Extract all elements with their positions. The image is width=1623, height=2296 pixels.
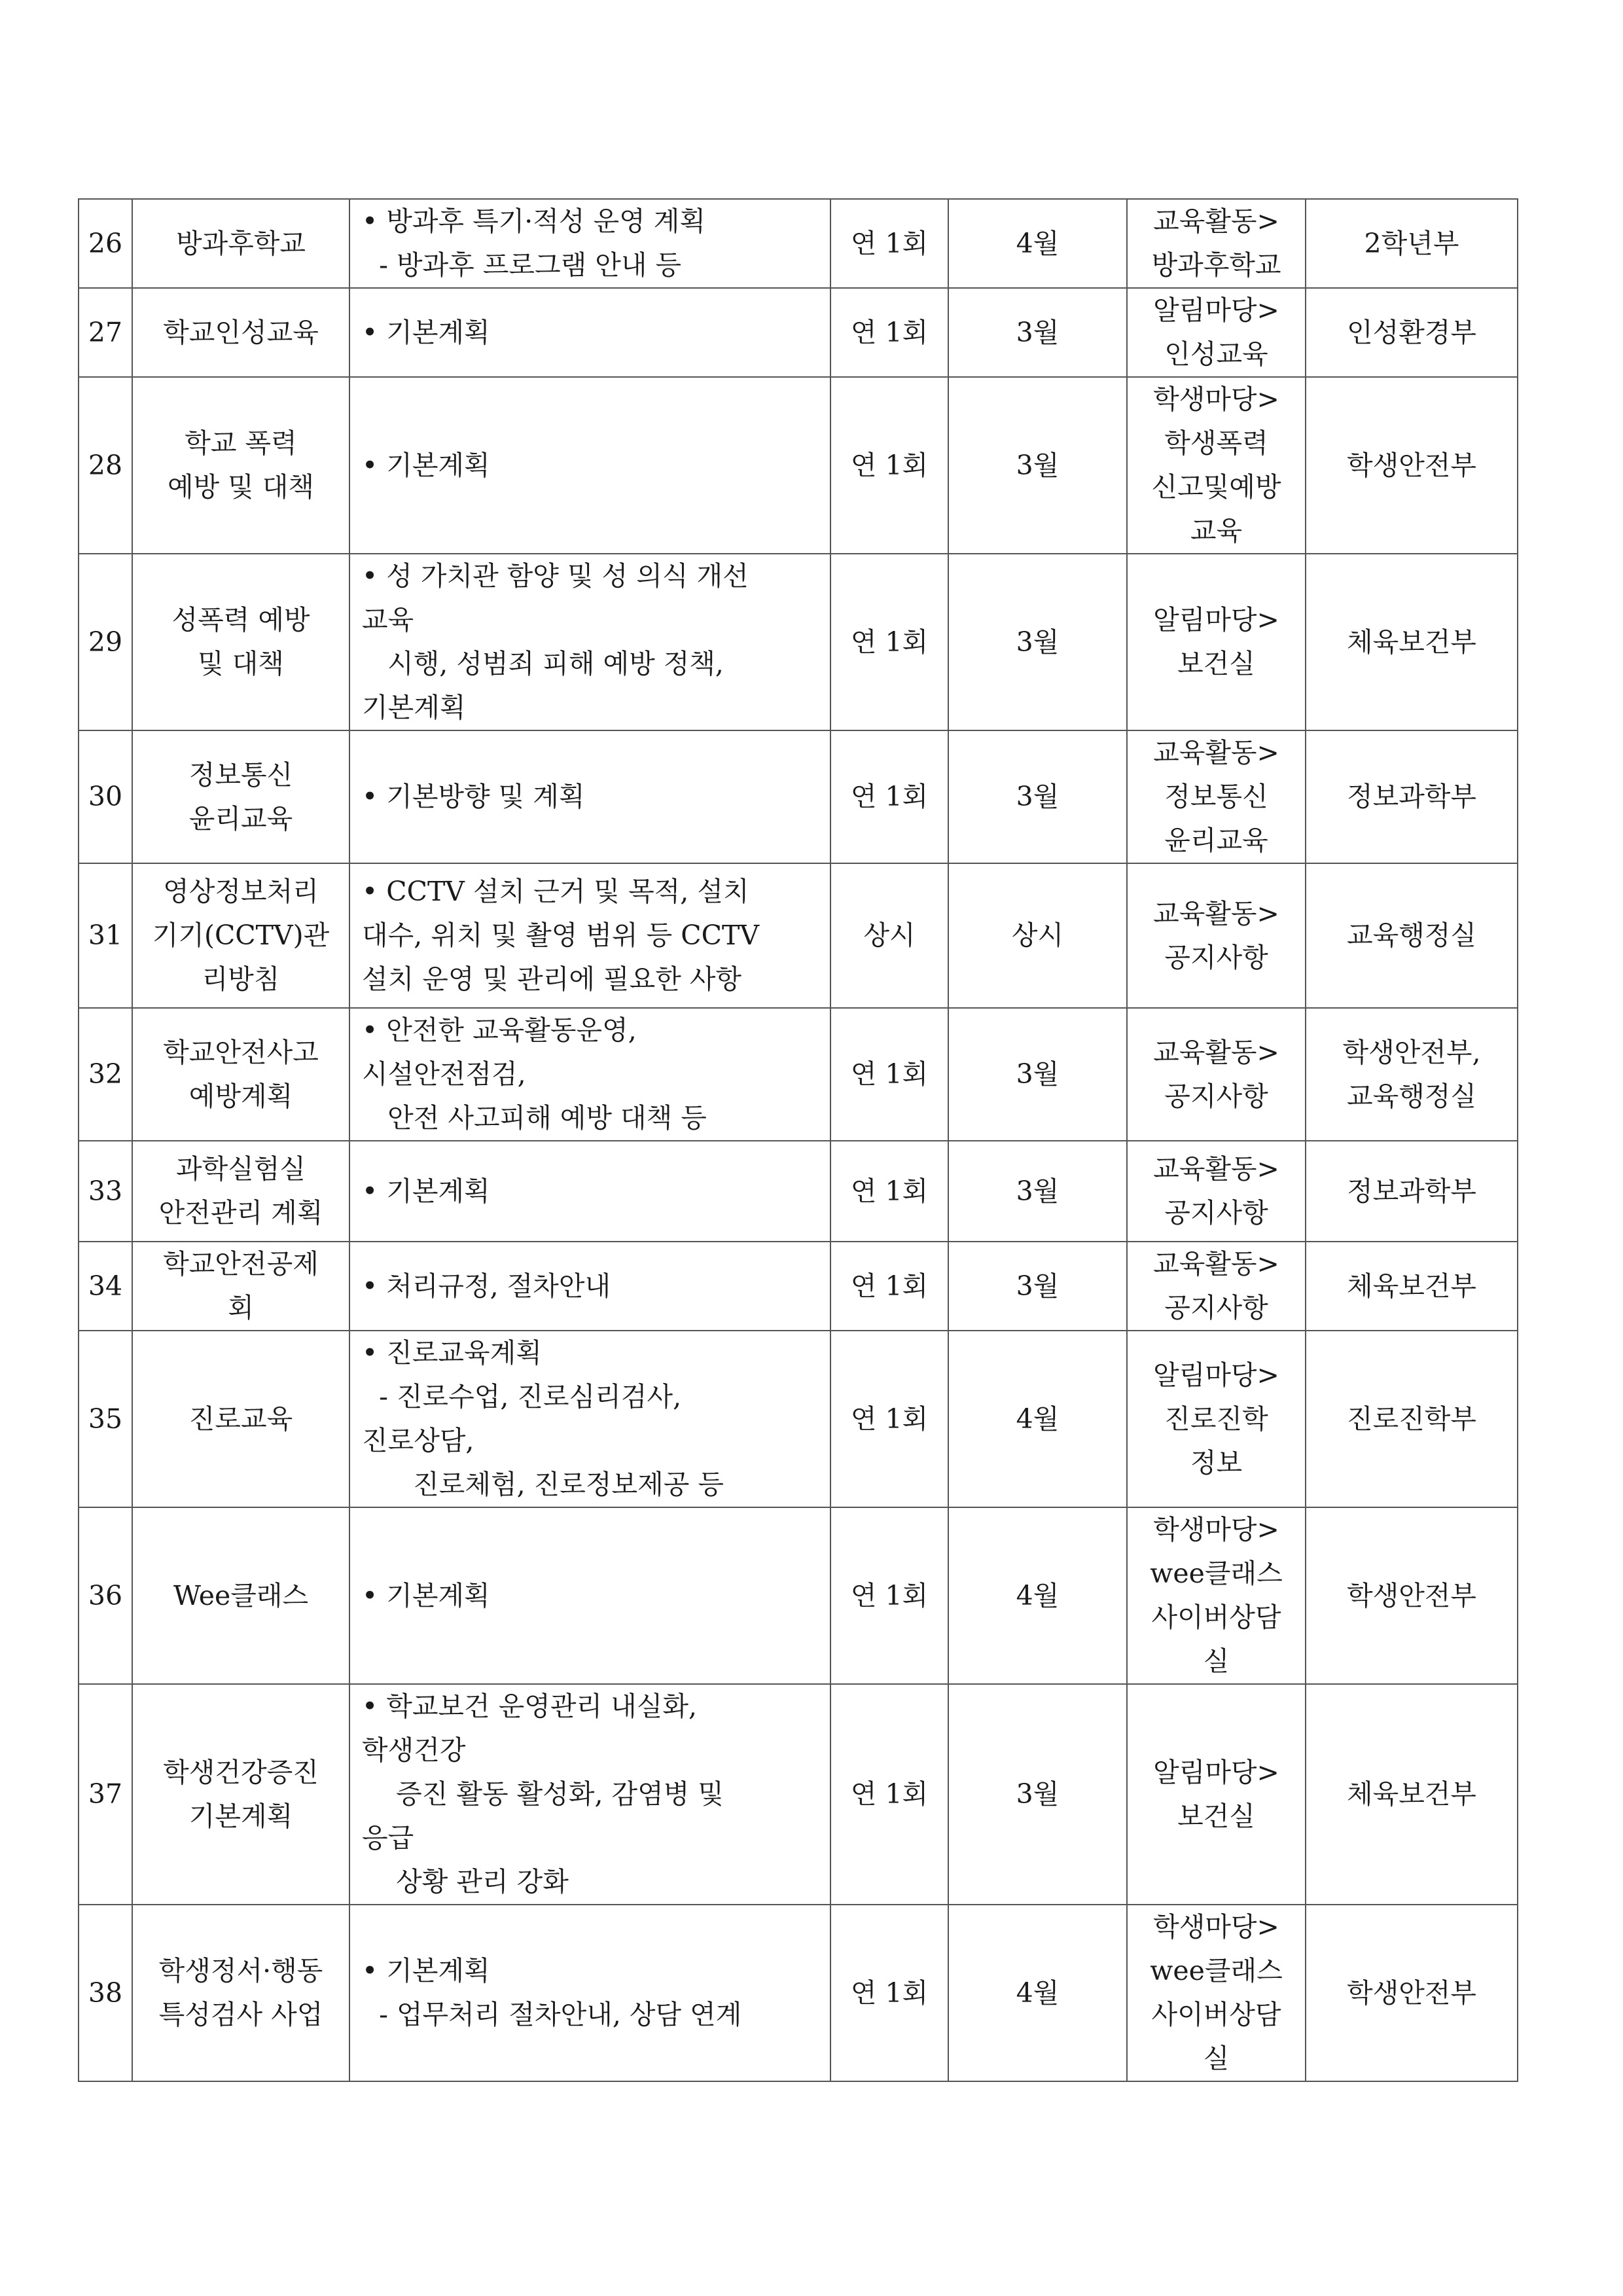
item-line: 학교안전공제	[163, 1248, 319, 1280]
cycle-text: 연 1회	[850, 1270, 929, 1302]
month-cell	[948, 1242, 1127, 1331]
location-line: 보건실	[1177, 1800, 1255, 1832]
content-line: • 진로교육계획	[362, 1337, 542, 1369]
location-line: 학생마당>	[1153, 1514, 1279, 1545]
content-cell	[349, 288, 830, 377]
no-text: 27	[88, 316, 123, 348]
table-row	[79, 1141, 1518, 1242]
month-text: 3월	[1016, 1175, 1060, 1207]
no-text: 26	[88, 227, 123, 259]
content-line: • 처리규정, 절차안내	[362, 1270, 611, 1302]
content-cell	[349, 1331, 830, 1507]
content-line: 응급	[362, 1822, 414, 1854]
month-text: 4월	[1016, 1403, 1060, 1435]
location-line: 사이버상담	[1151, 1602, 1281, 1633]
content-line: • 기본계획	[362, 449, 490, 481]
table-row	[79, 863, 1518, 1008]
item-line: 안전관리 계획	[158, 1197, 323, 1229]
month-cell	[948, 554, 1127, 730]
content-cell	[349, 199, 830, 288]
location-line: 알림마당>	[1153, 295, 1279, 326]
month-text: 3월	[1016, 316, 1060, 348]
month-cell	[948, 1141, 1127, 1242]
month-text: 3월	[1016, 781, 1060, 812]
location-line: 실	[1203, 1645, 1230, 1677]
content-line: 교육	[362, 604, 414, 636]
location-line: 교육활동>	[1153, 737, 1279, 768]
row-number-cell	[79, 1331, 132, 1507]
no-text: 32	[88, 1058, 123, 1090]
location-cell	[1127, 1507, 1306, 1684]
content-line: • 학교보건 운영관리 내실화,	[362, 1691, 697, 1722]
item-cell	[132, 377, 349, 554]
month-text: 3월	[1016, 1058, 1060, 1090]
dept-line: 학생안전부,	[1342, 1036, 1481, 1068]
table-row	[79, 554, 1518, 730]
content-line: • 기본방향 및 계획	[362, 781, 585, 812]
month-cell	[948, 1008, 1127, 1141]
content-line: • 안전한 교육활동운영,	[362, 1014, 637, 1046]
department-cell	[1306, 1905, 1518, 2081]
content-line: 증진 활동 활성화, 감염병 및	[362, 1778, 724, 1810]
location-line: 학생마당>	[1153, 1911, 1279, 1943]
department-cell	[1306, 1684, 1518, 1905]
department-cell	[1306, 199, 1518, 288]
month-text: 상시	[1011, 920, 1064, 951]
content-line: 기본계획	[362, 692, 466, 723]
location-line: 정보통신	[1164, 781, 1268, 812]
table-row	[79, 1684, 1518, 1905]
row-number-cell	[79, 730, 132, 863]
cycle-cell	[830, 1905, 948, 2081]
cycle-text: 연 1회	[850, 781, 929, 812]
content-line: 진로상담,	[362, 1425, 474, 1456]
cycle-text: 연 1회	[850, 1175, 929, 1207]
dept-line: 학생안전부	[1346, 1977, 1477, 2009]
content-line: 시설안전점검,	[362, 1058, 526, 1090]
month-cell	[948, 288, 1127, 377]
month-cell	[948, 863, 1127, 1008]
content-line: 시행, 성범죄 피해 예방 정책,	[362, 648, 724, 679]
item-line: 학생정서·행동	[158, 1955, 323, 1986]
location-line: 학생마당>	[1153, 384, 1279, 415]
content-line: 안전 사고피해 예방 대책 등	[362, 1102, 707, 1134]
location-cell	[1127, 1008, 1306, 1141]
content-line: 상황 관리 강화	[362, 1866, 569, 1897]
month-cell	[948, 730, 1127, 863]
content-line: - 업무처리 절차안내, 상담 연계	[362, 1999, 742, 2030]
content-cell	[349, 1242, 830, 1331]
no-text: 31	[88, 920, 123, 951]
cycle-cell	[830, 863, 948, 1008]
dept-line: 교육행정실	[1346, 1080, 1477, 1112]
item-line: 및 대책	[198, 648, 284, 679]
cycle-text: 연 1회	[850, 1403, 929, 1435]
month-cell	[948, 1331, 1127, 1507]
month-cell	[948, 1905, 1127, 2081]
department-cell	[1306, 288, 1518, 377]
month-text: 4월	[1016, 1579, 1060, 1611]
department-cell	[1306, 1507, 1518, 1684]
dept-line: 학생안전부	[1346, 449, 1477, 481]
cycle-cell	[830, 1141, 948, 1242]
location-line: 신고및예방	[1151, 471, 1281, 503]
cycle-text: 연 1회	[850, 449, 929, 481]
cycle-text: 연 1회	[850, 1778, 929, 1810]
dept-line: 체육보건부	[1346, 1778, 1477, 1810]
cycle-cell	[830, 199, 948, 288]
month-cell	[948, 1507, 1127, 1684]
location-line: 실	[1203, 2043, 1230, 2074]
location-cell	[1127, 377, 1306, 554]
department-cell	[1306, 1008, 1518, 1141]
content-line: • 기본계획	[362, 1955, 490, 1986]
content-line: 설치 운영 및 관리에 필요한 사항	[362, 963, 742, 995]
month-text: 3월	[1016, 449, 1060, 481]
location-line: 교육	[1190, 515, 1243, 547]
no-text: 37	[88, 1778, 123, 1810]
item-cell	[132, 1242, 349, 1331]
department-cell	[1306, 863, 1518, 1008]
location-cell	[1127, 554, 1306, 730]
row-number-cell	[79, 288, 132, 377]
item-line: 학생건강증진	[163, 1756, 319, 1788]
location-line: 알림마당>	[1153, 1359, 1279, 1391]
dept-line: 진로진학부	[1346, 1403, 1477, 1435]
month-text: 3월	[1016, 1778, 1060, 1810]
item-line: 윤리교육	[188, 802, 293, 834]
row-number-cell	[79, 863, 132, 1008]
cycle-cell	[830, 1507, 948, 1684]
disclosure-table	[78, 198, 1518, 2082]
table-row	[79, 730, 1518, 863]
item-line: 영상정보처리	[163, 876, 319, 907]
month-cell	[948, 377, 1127, 554]
location-line: 보건실	[1177, 648, 1255, 679]
content-line: • CCTV 설치 근거 및 목적, 설치	[362, 876, 749, 907]
content-cell	[349, 377, 830, 554]
cycle-text: 연 1회	[850, 1058, 929, 1090]
dept-line: 교육행정실	[1346, 920, 1477, 951]
content-cell	[349, 730, 830, 863]
month-text: 3월	[1016, 626, 1060, 658]
department-cell	[1306, 554, 1518, 730]
dept-line: 체육보건부	[1346, 626, 1477, 658]
table-row	[79, 377, 1518, 554]
content-cell	[349, 1141, 830, 1242]
dept-line: 2학년부	[1364, 227, 1459, 259]
location-cell	[1127, 1331, 1306, 1507]
table-row	[79, 1242, 1518, 1331]
item-cell	[132, 199, 349, 288]
cycle-text: 연 1회	[850, 1579, 929, 1611]
location-line: 인성교육	[1164, 338, 1268, 370]
cycle-text: 상시	[863, 920, 916, 951]
no-text: 29	[88, 626, 123, 658]
month-cell	[948, 1684, 1127, 1905]
content-cell	[349, 1507, 830, 1684]
table-row	[79, 1331, 1518, 1507]
table-row	[79, 1507, 1518, 1684]
item-line: 학교안전사고	[163, 1036, 319, 1068]
row-number-cell	[79, 1008, 132, 1141]
cycle-text: 연 1회	[850, 1977, 929, 2009]
row-number-cell	[79, 554, 132, 730]
dept-line: 정보과학부	[1346, 781, 1477, 812]
no-text: 33	[88, 1175, 123, 1207]
item-cell	[132, 554, 349, 730]
row-number-cell	[79, 1507, 132, 1684]
item-cell	[132, 1008, 349, 1141]
cycle-cell	[830, 554, 948, 730]
cycle-cell	[830, 1242, 948, 1331]
content-cell	[349, 554, 830, 730]
no-text: 30	[88, 781, 123, 812]
location-line: 공지사항	[1164, 941, 1268, 973]
content-line: • 방과후 특기·적성 운영 계획	[362, 206, 706, 237]
content-line: 진로체험, 진로정보제공 등	[362, 1469, 724, 1500]
cycle-cell	[830, 377, 948, 554]
location-line: wee클래스	[1150, 1558, 1283, 1589]
item-line: 특성검사 사업	[158, 1999, 323, 2030]
location-cell	[1127, 730, 1306, 863]
item-line: 기본계획	[188, 1800, 293, 1832]
item-line: 정보통신	[188, 759, 293, 791]
content-line: - 진로수업, 진로심리검사,	[362, 1381, 682, 1412]
no-text: 38	[88, 1977, 123, 2009]
location-cell	[1127, 1141, 1306, 1242]
item-line: 성폭력 예방	[171, 604, 310, 636]
table-row	[79, 288, 1518, 377]
item-line: 학교인성교육	[163, 316, 319, 348]
item-cell	[132, 288, 349, 377]
location-line: 방과후학교	[1151, 249, 1281, 281]
item-line: 방과후학교	[175, 227, 306, 259]
cycle-cell	[830, 1008, 948, 1141]
location-line: 사이버상담	[1151, 1999, 1281, 2030]
cycle-cell	[830, 288, 948, 377]
item-line: 예방 및 대책	[167, 471, 315, 503]
content-line: 대수, 위치 및 촬영 범위 등 CCTV	[362, 920, 759, 951]
month-text: 4월	[1016, 227, 1060, 259]
no-text: 34	[88, 1270, 123, 1302]
table-row	[79, 1905, 1518, 2081]
content-cell	[349, 1905, 830, 2081]
item-cell	[132, 863, 349, 1008]
content-cell	[349, 1684, 830, 1905]
content-line: • 기본계획	[362, 316, 490, 348]
content-line: • 성 가치관 함양 및 성 의식 개선	[362, 560, 749, 592]
item-cell	[132, 1141, 349, 1242]
location-line: 알림마당>	[1153, 604, 1279, 636]
cycle-text: 연 1회	[850, 227, 929, 259]
table-row	[79, 1008, 1518, 1141]
location-cell	[1127, 199, 1306, 288]
item-line: 과학실험실	[175, 1153, 306, 1185]
row-number-cell	[79, 1684, 132, 1905]
content-line: • 기본계획	[362, 1175, 490, 1207]
location-cell	[1127, 288, 1306, 377]
location-line: 교육활동>	[1153, 206, 1279, 237]
location-line: 교육활동>	[1153, 1248, 1279, 1280]
dept-line: 체육보건부	[1346, 1270, 1477, 1302]
department-cell	[1306, 1331, 1518, 1507]
location-line: 공지사항	[1164, 1292, 1268, 1323]
dept-line: 인성환경부	[1346, 316, 1477, 348]
content-line: - 방과후 프로그램 안내 등	[362, 249, 682, 281]
item-cell	[132, 1905, 349, 2081]
row-number-cell	[79, 1242, 132, 1331]
location-line: 윤리교육	[1164, 825, 1268, 856]
no-text: 36	[88, 1579, 123, 1611]
cycle-cell	[830, 1331, 948, 1507]
location-line: 교육활동>	[1153, 1036, 1279, 1068]
cycle-text: 연 1회	[850, 626, 929, 658]
no-text: 28	[88, 449, 123, 481]
table-row	[79, 199, 1518, 288]
item-cell	[132, 1507, 349, 1684]
cycle-cell	[830, 730, 948, 863]
content-cell	[349, 1008, 830, 1141]
content-line: 학생건강	[362, 1734, 466, 1766]
content-line: • 기본계획	[362, 1579, 490, 1611]
dept-line: 학생안전부	[1346, 1579, 1477, 1611]
department-cell	[1306, 1141, 1518, 1242]
location-line: 교육활동>	[1153, 1153, 1279, 1185]
item-line: 예방계획	[188, 1080, 293, 1112]
item-line: 회	[228, 1292, 254, 1323]
row-number-cell	[79, 199, 132, 288]
dept-line: 정보과학부	[1346, 1175, 1477, 1207]
location-cell	[1127, 1242, 1306, 1331]
row-number-cell	[79, 1905, 132, 2081]
month-cell	[948, 199, 1127, 288]
item-line: 진로교육	[188, 1403, 293, 1435]
location-line: 공지사항	[1164, 1080, 1268, 1112]
content-cell	[349, 863, 830, 1008]
no-text: 35	[88, 1403, 123, 1435]
location-cell	[1127, 1684, 1306, 1905]
location-cell	[1127, 863, 1306, 1008]
location-line: 진로진학	[1164, 1403, 1268, 1435]
month-text: 3월	[1016, 1270, 1060, 1302]
cycle-text: 연 1회	[850, 316, 929, 348]
item-cell	[132, 730, 349, 863]
item-line: 리방침	[202, 963, 280, 995]
cycle-cell	[830, 1684, 948, 1905]
department-cell	[1306, 1242, 1518, 1331]
row-number-cell	[79, 377, 132, 554]
department-cell	[1306, 730, 1518, 863]
location-line: 정보	[1190, 1446, 1243, 1479]
item-line: 학교 폭력	[185, 427, 297, 459]
location-line: 공지사항	[1164, 1197, 1268, 1229]
location-line: 학생폭력	[1164, 427, 1268, 459]
table-body	[79, 199, 1518, 2081]
item-line: 기기(CCTV)관	[152, 920, 330, 951]
item-line: Wee클래스	[173, 1579, 309, 1611]
item-cell	[132, 1684, 349, 1905]
month-text: 4월	[1016, 1977, 1060, 2009]
location-line: 교육활동>	[1153, 897, 1279, 929]
location-line: wee클래스	[1150, 1955, 1283, 1986]
location-line: 알림마당>	[1153, 1756, 1279, 1788]
department-cell	[1306, 377, 1518, 554]
row-number-cell	[79, 1141, 132, 1242]
item-cell	[132, 1331, 349, 1507]
location-cell	[1127, 1905, 1306, 2081]
